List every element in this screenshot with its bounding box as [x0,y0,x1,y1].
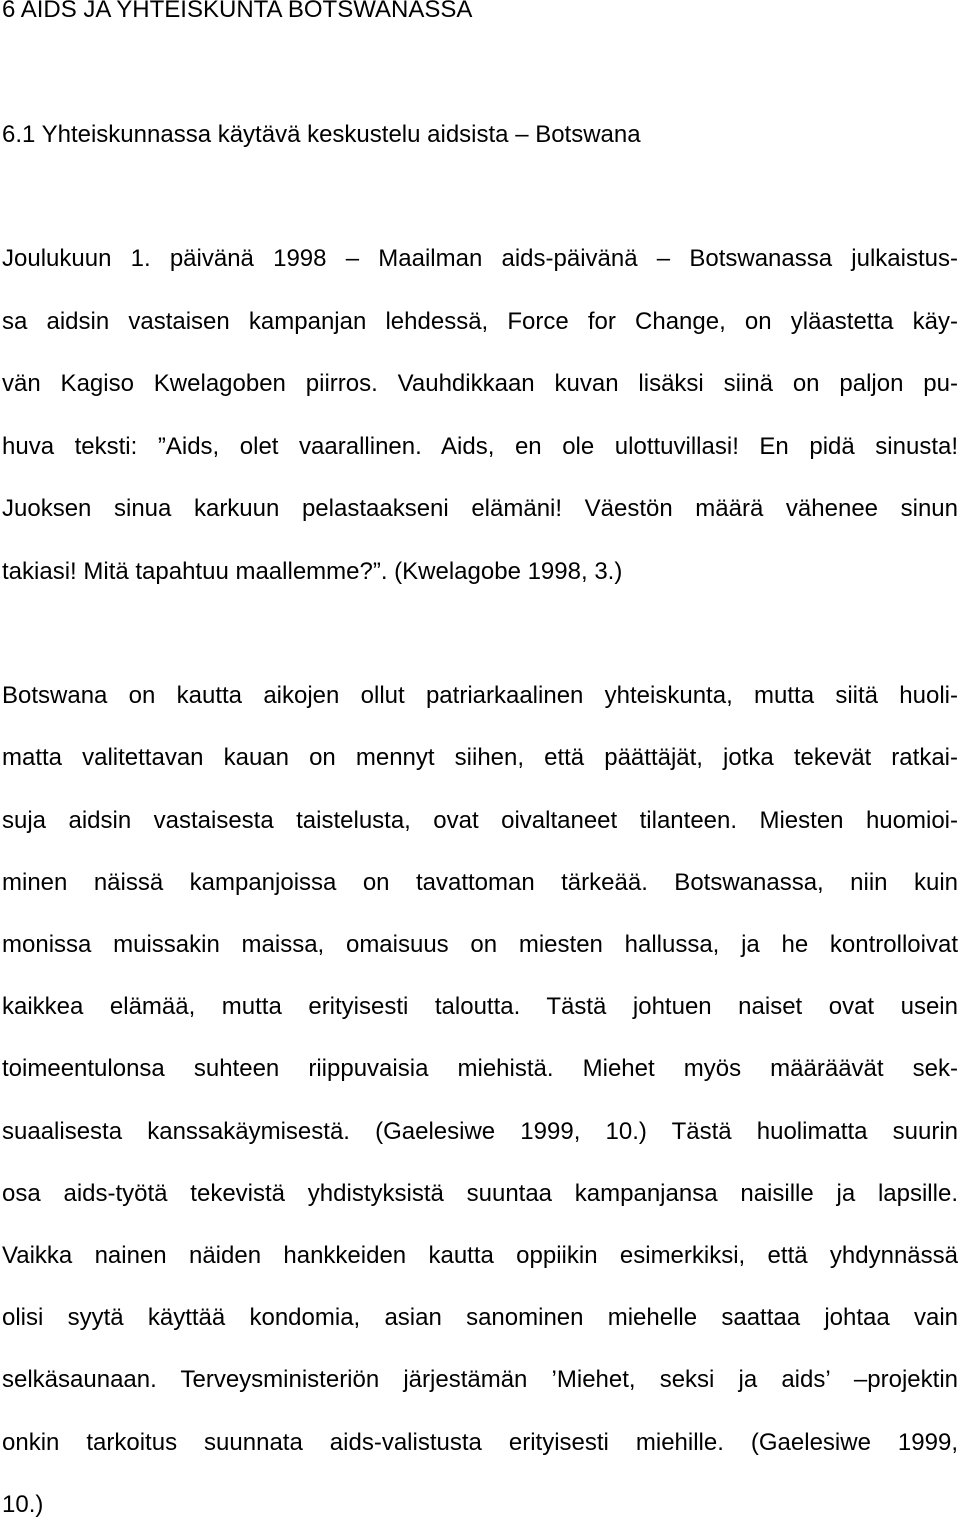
paragraph-line: matta valitettavan kauan on mennyt siihen, että päättäjät, jotka tekevät ratkai- [2,744,958,771]
paragraph-line: minen näissä kampanjoissa on tavattoman tärkeää. Botswanassa, niin kuin [2,869,958,896]
paragraph-line: huva teksti: ”Aids, olet vaarallinen. Aids, en ole ulottuvillasi! En pidä sinusta! [2,433,958,460]
paragraph-line: vän Kagiso Kwelagoben piirros. Vauhdikkaan kuvan lisäksi siinä on paljon pu- [2,370,958,397]
paragraph-line: 10.) [2,1491,44,1518]
paragraph-line: suaalisesta kanssakäymisestä. (Gaelesiwe 1999, 10.) Tästä huolimatta suurin [2,1118,958,1145]
section-heading: 6.1 Yhteiskunnassa käytävä keskustelu aidsista – Botswana [2,121,641,148]
paragraph-line: Joulukuun 1. päivänä 1998 – Maailman aids-päivänä – Botswanassa julkaistus- [2,245,958,272]
paragraph-line: selkäsaunaan. Terveysministeriön järjestämän ’Miehet, seksi ja aids’ –projektin [2,1366,958,1393]
paragraph-line: osa aids-työtä tekevistä yhdistyksistä suuntaa kampanjansa naisille ja lapsille. [2,1180,958,1207]
paragraph-line: monissa muissakin maissa, omaisuus on miesten hallussa, ja he kontrolloivat [2,931,958,958]
chapter-heading: 6 AIDS JA YHTEISKUNTA BOTSWANASSA [2,0,473,23]
paragraph-line: Vaikka nainen näiden hankkeiden kautta oppiikin esimerkiksi, että yhdynnässä [2,1242,958,1269]
paragraph-line: toimeentulonsa suhteen riippuvaisia miehistä. Miehet myös määräävät sek- [2,1055,958,1082]
paragraph-line: Botswana on kautta aikojen ollut patriarkaalinen yhteiskunta, mutta siitä huoli- [2,682,958,709]
paragraph-line: Juoksen sinua karkuun pelastaakseni elämäni! Väestön määrä vähenee sinun [2,495,958,522]
paragraph-line: olisi syytä käyttää kondomia, asian sanominen miehelle saattaa johtaa vain [2,1304,958,1331]
paragraph-line: onkin tarkoitus suunnata aids-valistusta erityisesti miehille. (Gaelesiwe 1999, [2,1429,958,1456]
paragraph-line: takiasi! Mitä tapahtuu maallemme?”. (Kwelagobe 1998, 3.) [2,558,623,585]
paragraph-line: suja aidsin vastaisesta taistelusta, ovat oivaltaneet tilanteen. Miesten huomioi- [2,807,958,834]
paragraph-line: sa aidsin vastaisen kampanjan lehdessä, Force for Change, on yläastetta käy- [2,308,958,335]
paragraph-line: kaikkea elämää, mutta erityisesti taloutta. Tästä johtuen naiset ovat usein [2,993,958,1020]
